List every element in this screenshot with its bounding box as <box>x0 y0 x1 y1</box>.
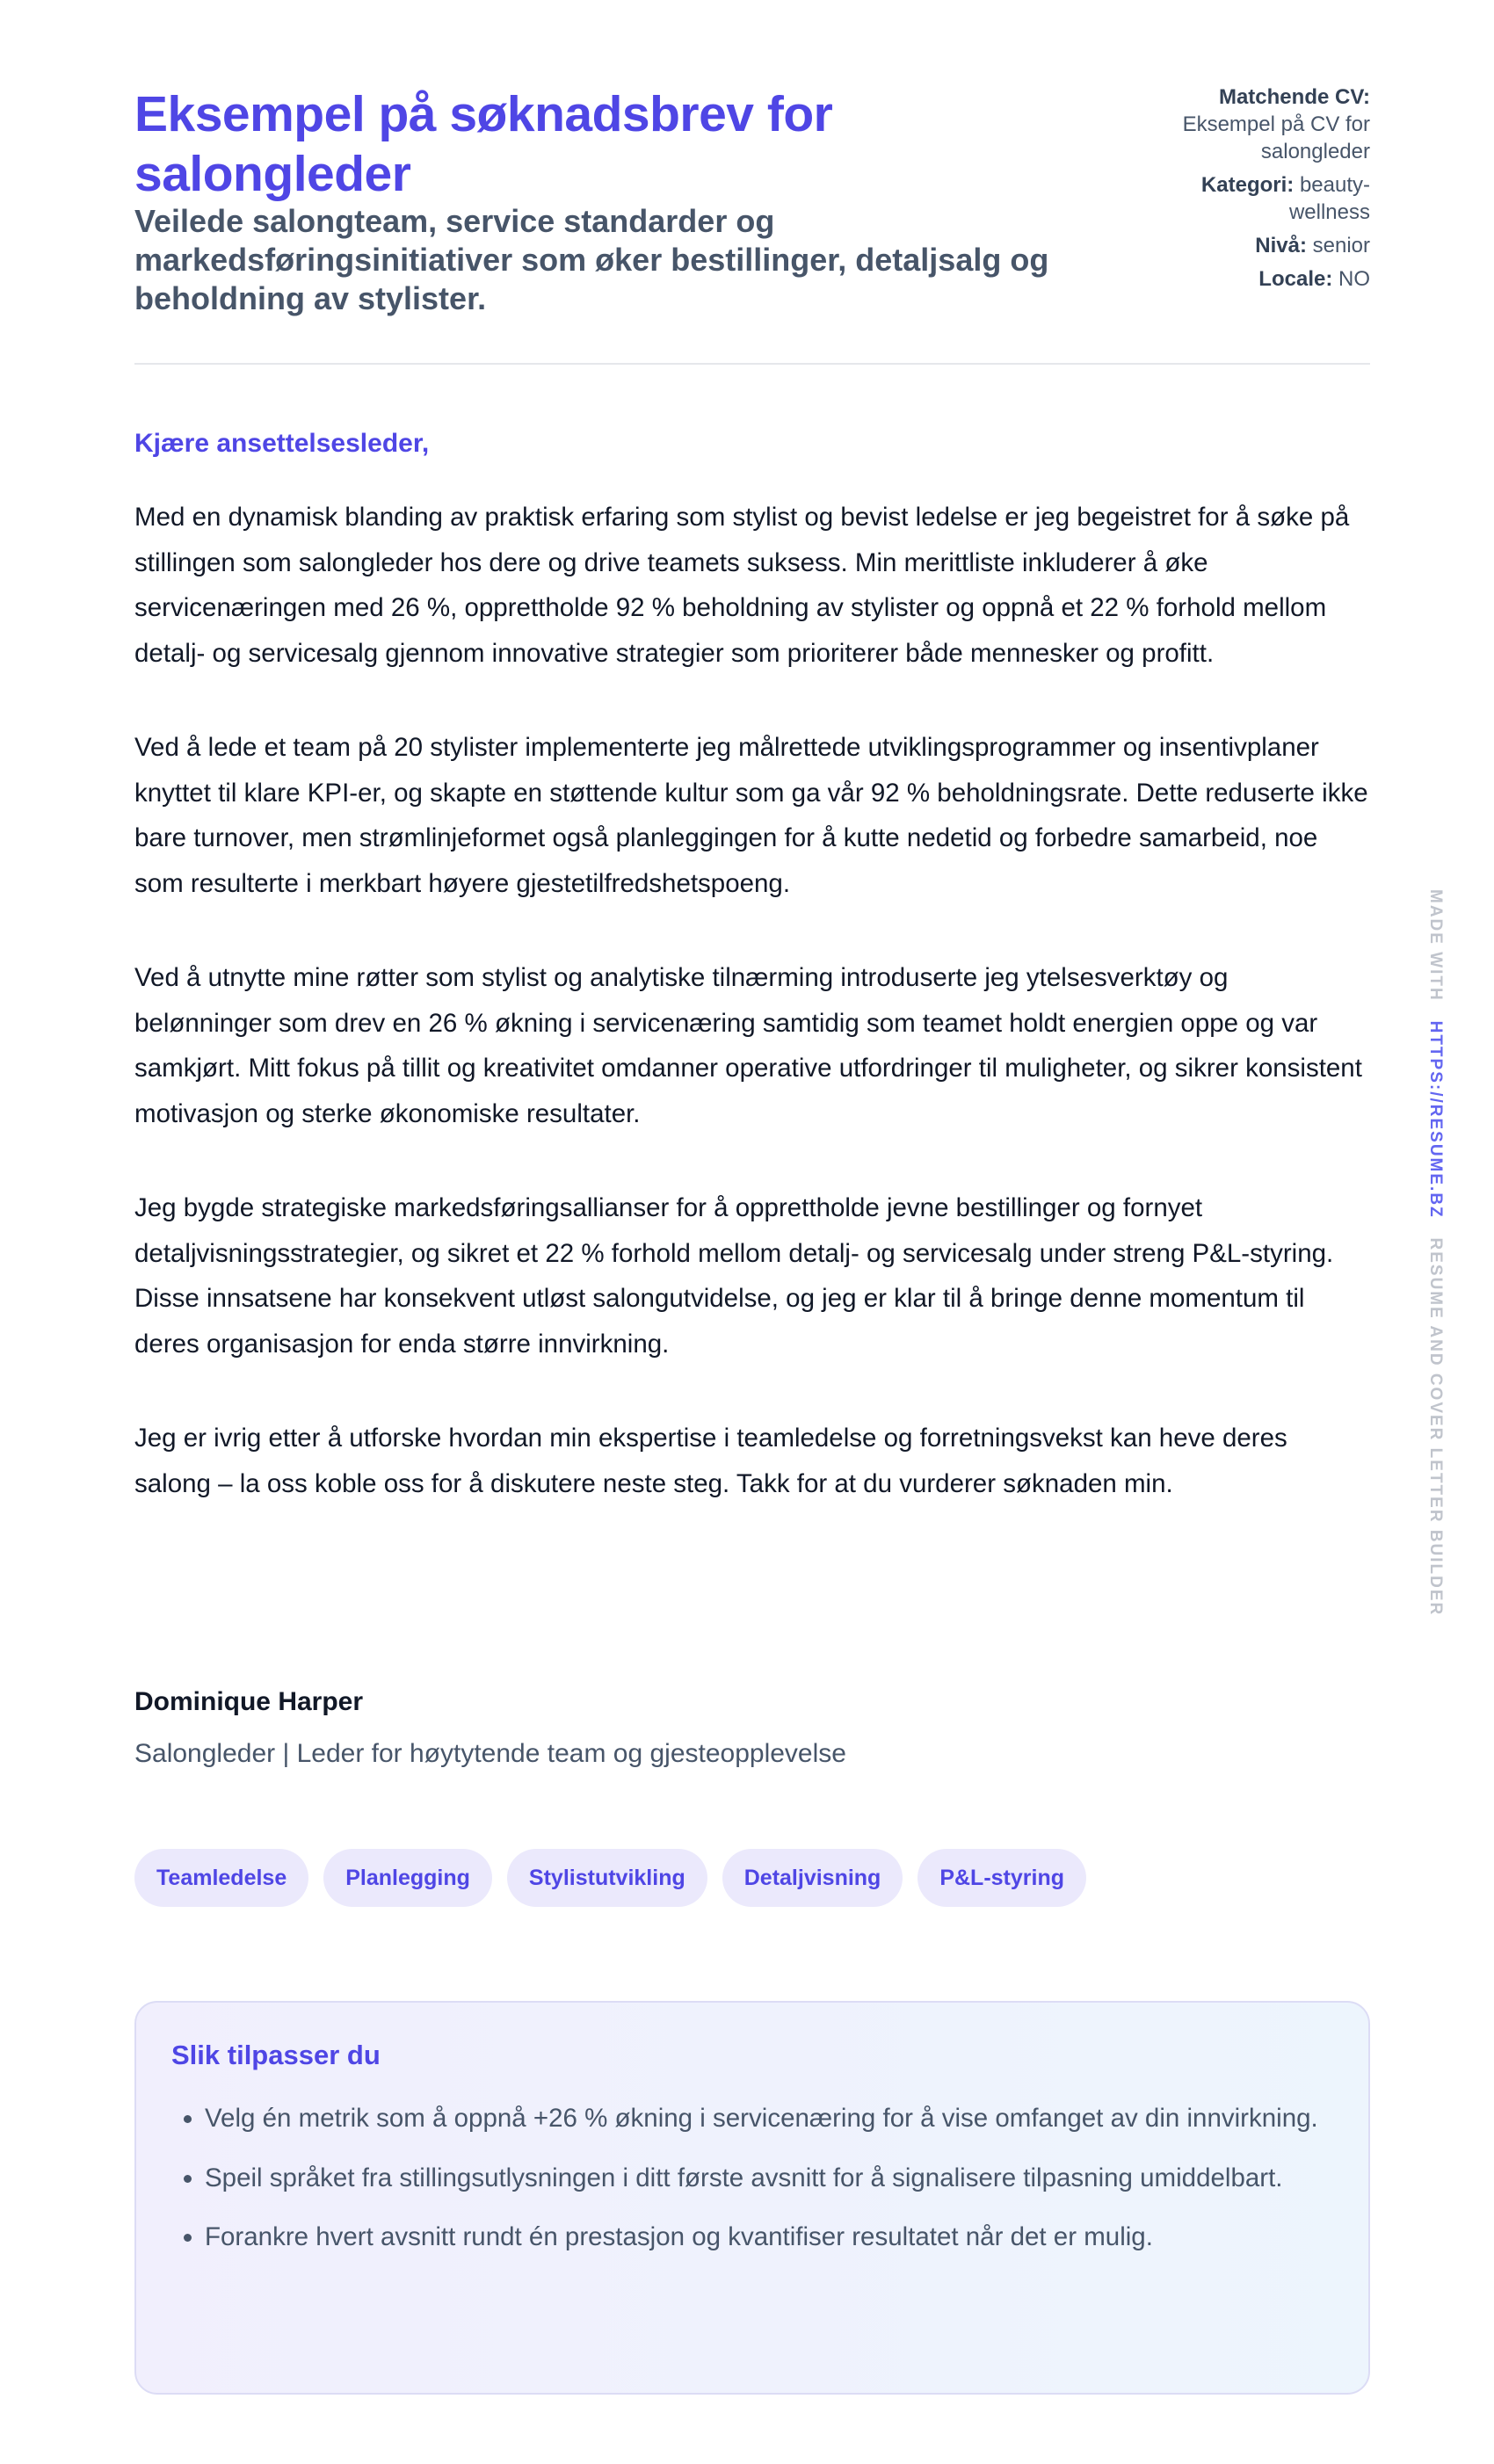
skill-tags <box>134 1849 1086 1907</box>
meta-category: Kategori: beauty-wellness <box>1200 173 1370 224</box>
signature-name: Dominique Harper <box>134 1687 364 1716</box>
signature-role: Salongleder | Leder for høytytende team og gjesteopplevelse <box>134 1739 846 1768</box>
meta-locale: Locale: NO <box>1258 267 1370 291</box>
skill-tag: Planlegging <box>323 1849 492 1907</box>
made-with-banner: MADE WITH HTTPS://RESUME.BZ RESUME AND COVER LETTER BUILDER <box>1426 889 1445 1617</box>
resume-bz-link[interactable]: HTTPS://RESUME.BZ <box>1426 1020 1445 1219</box>
greeting: Kjære ansettelsesleder, <box>134 429 430 458</box>
tip-item: • Speil språket fra stillingsutlysningen i ditt første avsnitt for å signalisere tilpasning umiddelbart. <box>205 2156 1333 2201</box>
paragraph: Med en dynamisk blanding av praktisk erfaring som stylist og bevist ledelse er jeg begeistret for å søke på stillingen som salongleder hos dere og drive teamets suksess. Min merittliste inkluderer å øke servicenæringen med 26 %, opprettholde 92 % beholdning av stylister og oppnå et 22 % forhold mellom detalj- og servicesalg gjennom innovative strategier som prioriterer både mennesker og profitt. <box>134 503 1350 668</box>
skill-tag: Stylistutvikling <box>507 1849 707 1907</box>
cover-letter-page <box>134 0 1370 2251</box>
letter-body <box>134 495 1370 1555</box>
paragraph: Ved å lede et team på 20 stylister implementerte jeg målrettede utviklingsprogrammer og insentivplaner knyttet til klare KPI-er, og skapte en støttende kultur som ga vår 92 % beholdningsrate. Dette reduserte ikke bare turnover, men strømlinjeformet også planleggingen for å kutte nedetid og forbedre samarbeid, noe som resulterte i merkbart høyere gjestetilfredshetspoeng. <box>134 733 1368 898</box>
page-title: Eksempel på søknadsbrev for salongleder <box>134 86 833 202</box>
meta-level: Nivå: senior <box>1255 234 1370 257</box>
tips-box <box>134 2001 1370 2395</box>
skill-tag: Detaljvisning <box>722 1849 903 1907</box>
skill-tag: P&L-styring <box>917 1849 1086 1907</box>
paragraph: Ved å utnytte mine røtter som stylist og analytiske tilnærming introduserte jeg ytelsesverktøy og belønninger som drev en 26 % økning i servicenæring samtidig som teamet holdt energien oppe og var samkjørt. Mitt fokus på tillit og kreativitet omdanner operative utfordringer til muligheter, og sikrer konsistent motivasjon og sterke økonomiske resultater. <box>134 963 1362 1128</box>
meta-info <box>1142 83 1370 299</box>
tips-list <box>171 2096 1333 2260</box>
header <box>134 0 1370 365</box>
tips-title: Slik tilpasser du <box>171 2040 381 2070</box>
tip-item: • Velg én metrik som å oppnå +26 % økning i servicenæring for å vise omfanget av din innvirkning. <box>205 2096 1333 2142</box>
page-subtitle: Veilede salongteam, service standarder og markedsføringsinitiativer som øker bestillinger, detaljsalg og beholdning av stylister. <box>134 203 1049 316</box>
skill-tag: Teamledelse <box>134 1849 308 1907</box>
paragraph: Jeg bygde strategiske markedsføringsallianser for å opprettholde jevne bestillinger og fornyet detaljvisningsstrategier, og sikret et 22 % forhold mellom detalj- og servicesalg under streng P&L-styring. Disse innsatsene har konsekvent utløst salongutvidelse, og jeg er klar til å bringe denne momentum til deres organisasjon for enda større innvirkning. <box>134 1193 1334 1359</box>
tip-item: • Forankre hvert avsnitt rundt én prestasjon og kvantifiser resultatet når det er mulig. <box>205 2214 1333 2260</box>
meta-cv-link[interactable]: Eksempel på CV for salongleder <box>1182 112 1370 163</box>
paragraph: Jeg er ivrig etter å utforske hvordan min ekspertise i teamledelse og forretningsvekst kan heve deres salong – la oss koble oss for å diskutere neste steg. Takk for at du vurderer søknaden min. <box>134 1424 1287 1498</box>
meta-cv: Matchende CV: Eksempel på CV for salongleder <box>1182 85 1370 163</box>
